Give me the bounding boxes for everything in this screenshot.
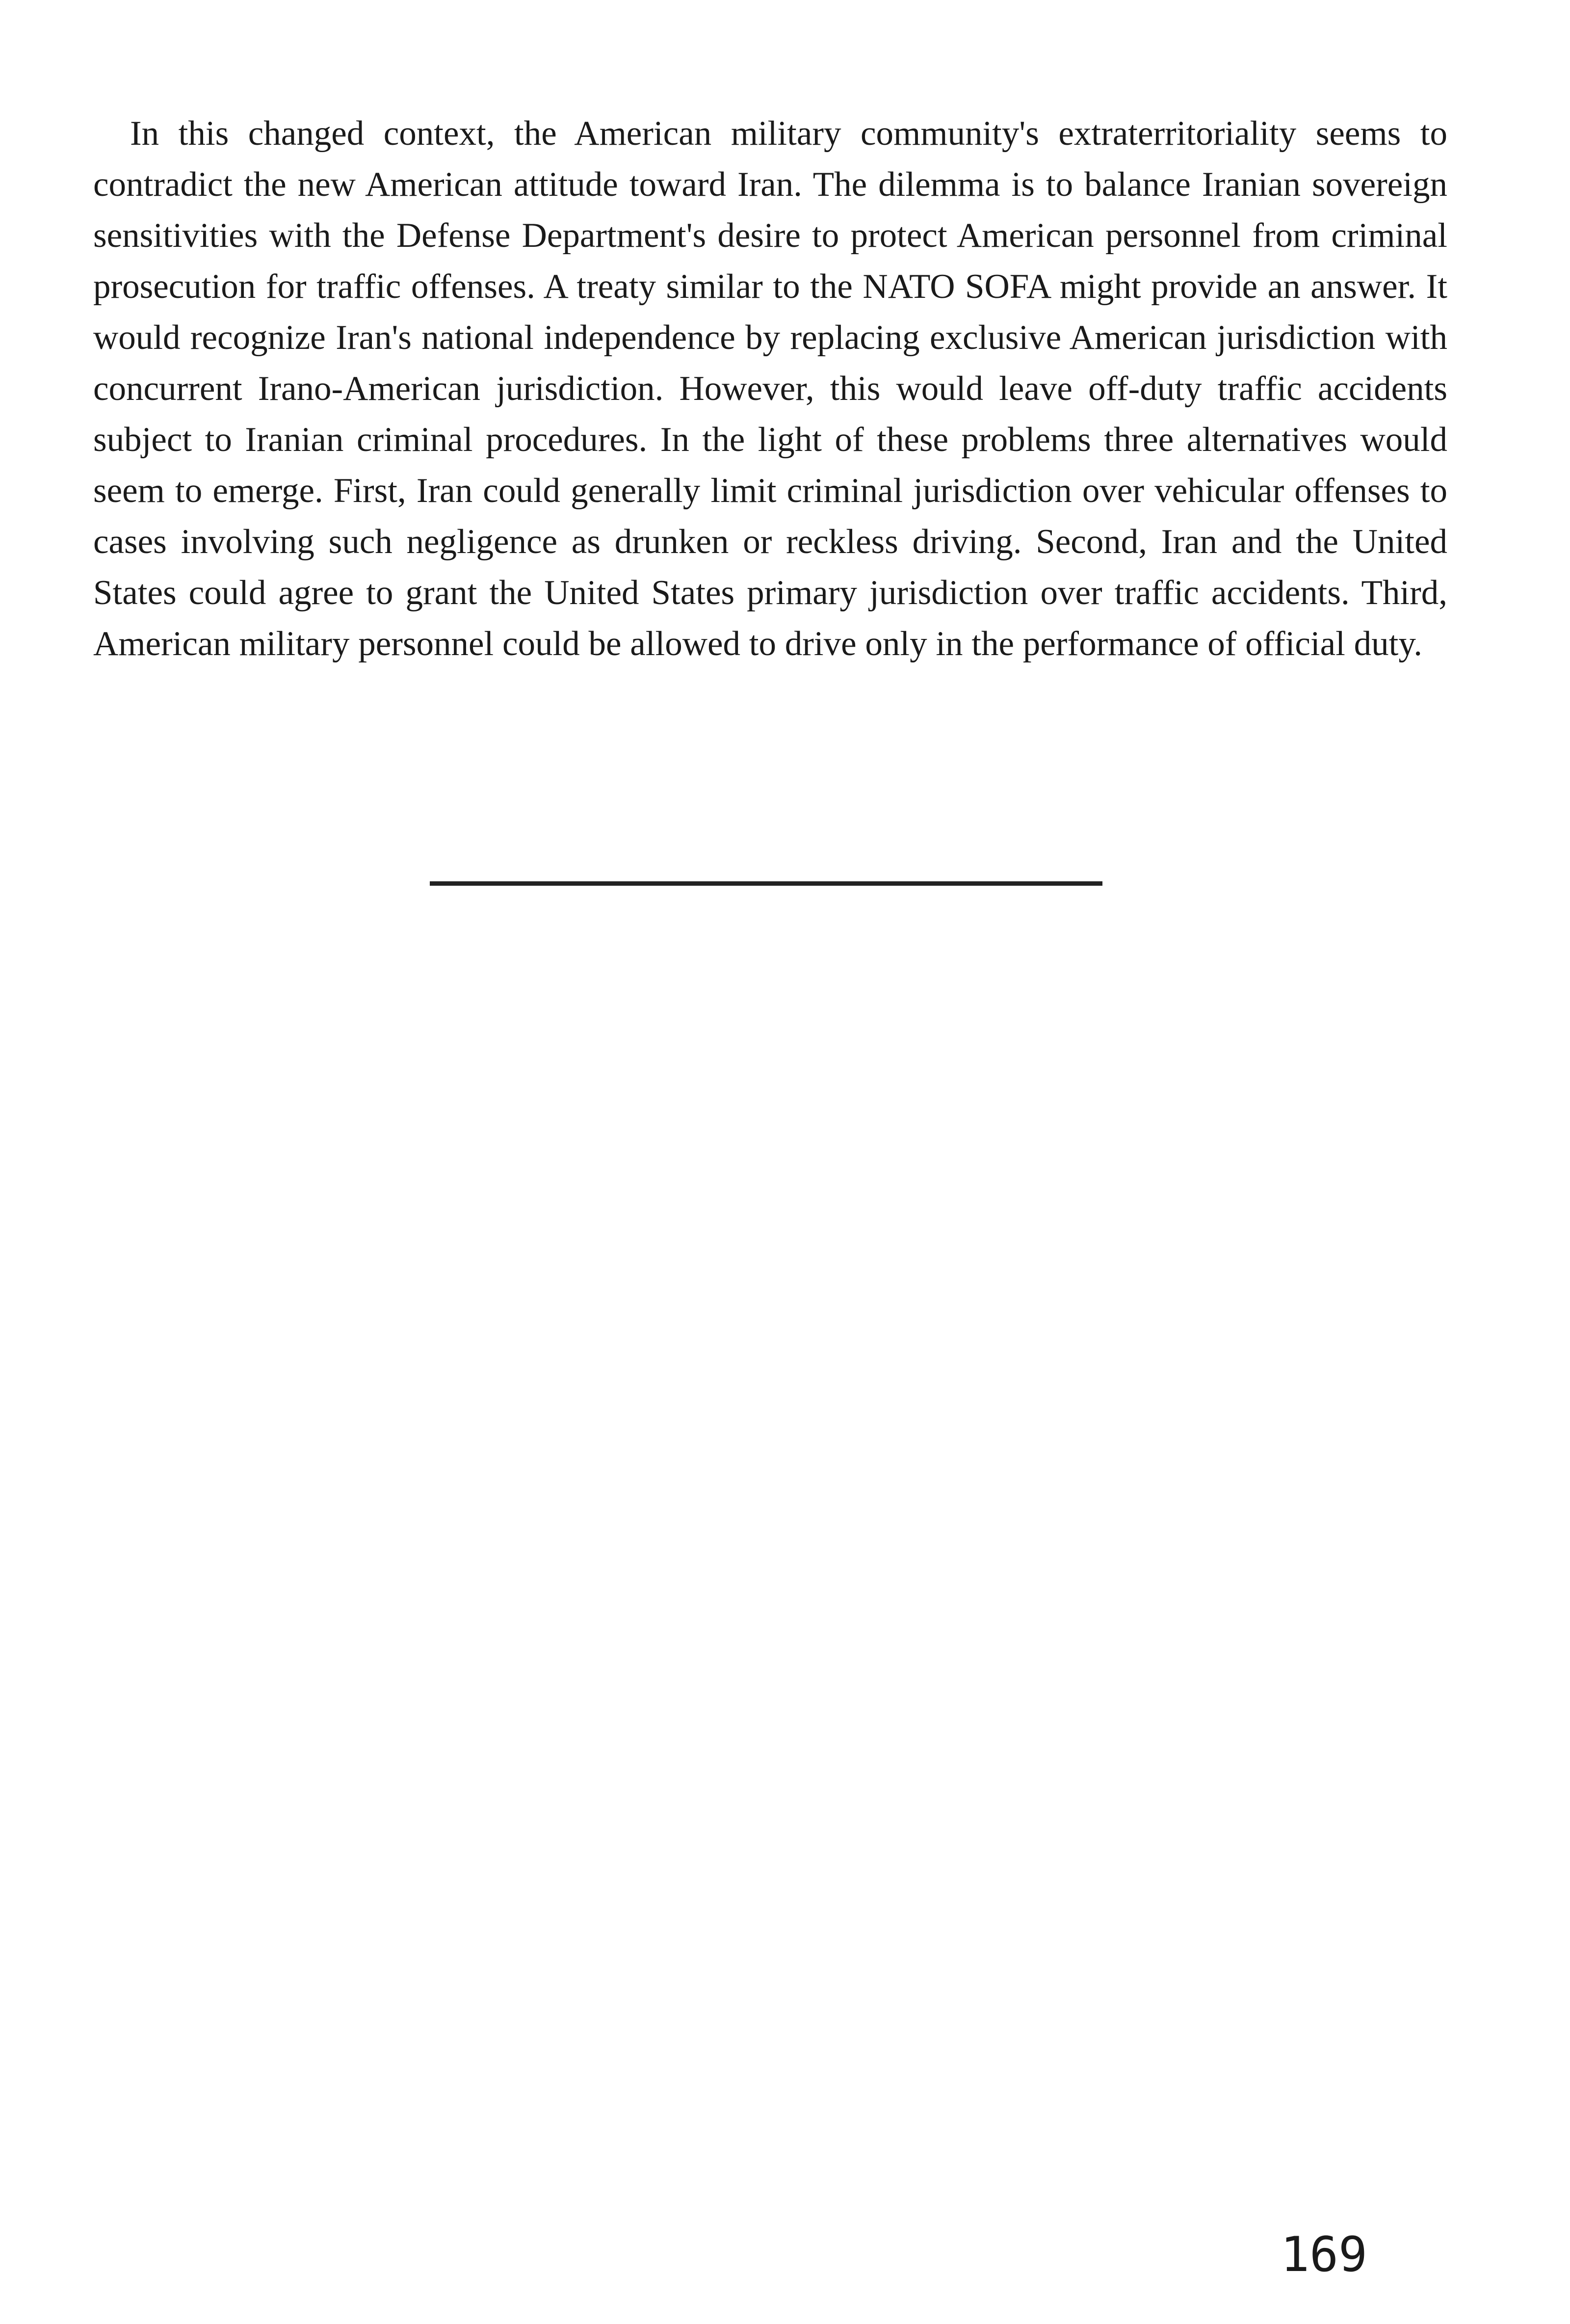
body-paragraph: In this changed context, the American military community's extraterritoriality seems to contradict the new American attitude toward Iran. The dilemma is to balance Iranian sovereign sensitivities with the Defense Department's desire to protect American personnel from criminal prosecution for traffic offenses. A treaty similar to the NATO SOFA might provide an answer. It would recognize Iran's national independence by replacing exclusive American jurisdiction with concurrent Irano-American jurisdiction. However, this would leave off-duty traffic accidents subject to Iranian criminal procedures. In the light of these problems three alternatives would seem to emerge. First, Iran could generally limit criminal jurisdiction over vehicular offenses to cases involving such negligence as drunken or reckless driving. Second, Iran and the United States could agree to grant the United States primary jurisdiction over traffic accidents. Third, American military personnel could be allowed to drive only in the performance of official duty. <box>93 114 1447 663</box>
page-number: 169 <box>1281 2227 1368 2283</box>
section-end-rule <box>430 881 1102 886</box>
